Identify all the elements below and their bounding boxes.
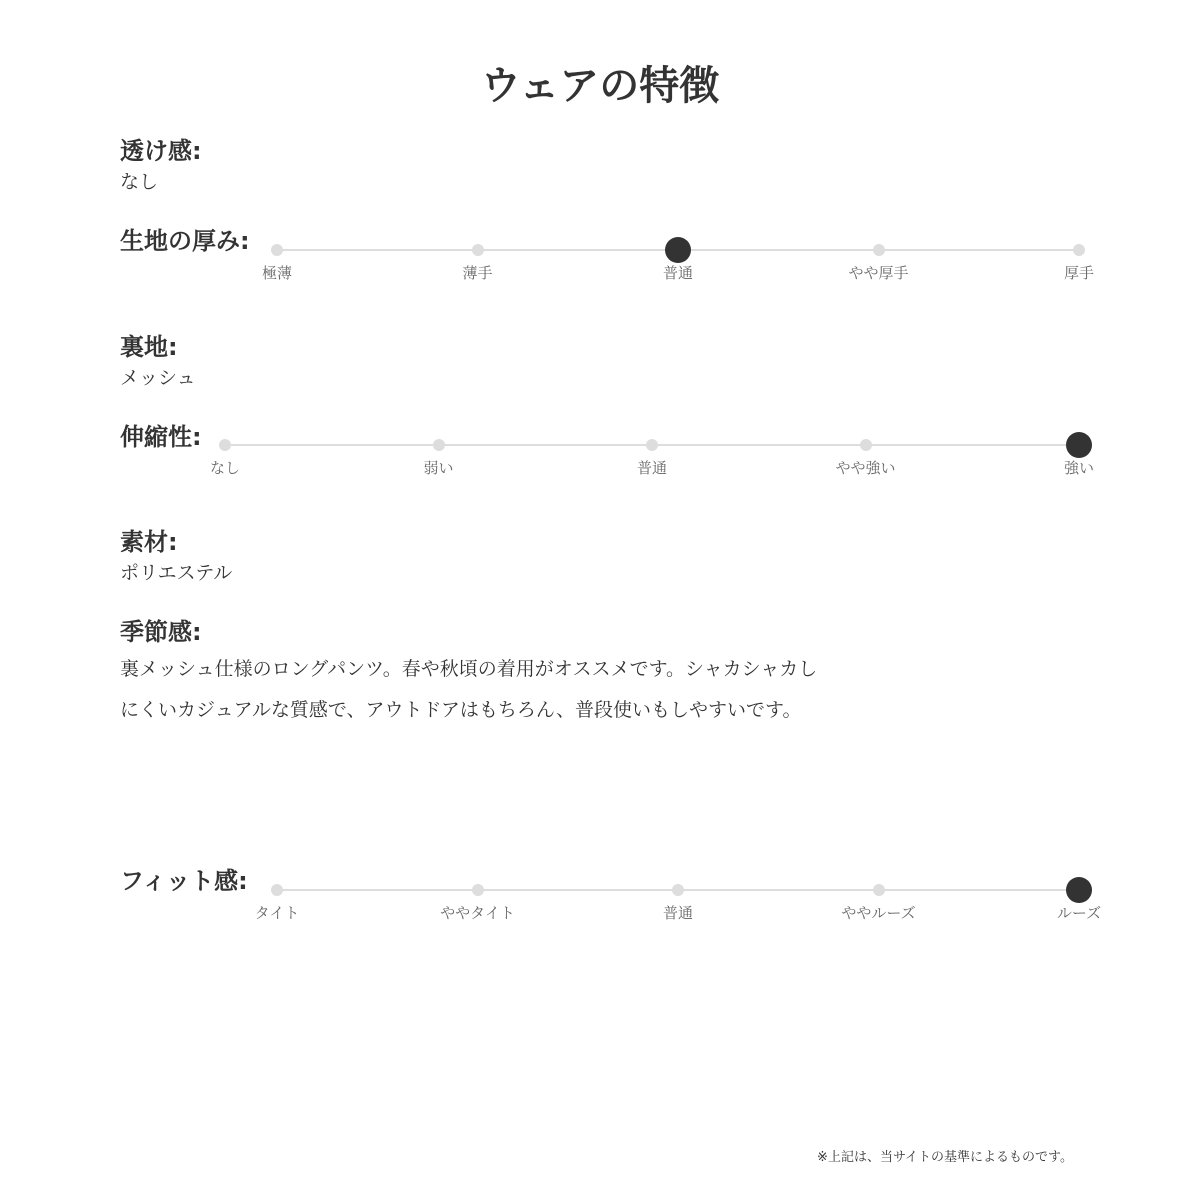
season-label: 季節感: [120,618,202,646]
sheer-value: なし [120,171,159,193]
fit-scale-dot [873,884,885,896]
fit-scale-dot [472,884,484,896]
thickness-scale-dot [873,244,885,256]
thickness-scale-label: 普通 [662,264,693,282]
fit-label: フィット感: [120,867,248,895]
lining-label: 裏地: [120,333,178,361]
stretch-label: 伸縮性: [120,423,202,451]
stretch-scale-dot [860,439,872,451]
fit-scale-label: タイト [254,904,300,922]
stretch-scale [209,437,1094,477]
fit-scale-label: 普通 [662,904,693,922]
stretch-scale-label: 普通 [636,459,667,477]
stretch-scale-label: なし [209,459,240,477]
fit-scale-label: ややタイト [440,904,515,922]
material-label: 素材: [120,528,178,556]
season-description-line: にくいカジュアルな質感で、アウトドアはもちろん、普段使いもしやすいです。 [120,699,802,721]
season-description [120,649,880,731]
thickness-scale-dot [472,244,484,256]
stretch-scale-label: 弱い [423,459,454,477]
page-title: ウェアの特徴 [480,63,720,109]
stretch-selected-dot [1066,432,1092,458]
thickness-label: 生地の厚み: [120,227,250,255]
fit-scale [254,882,1102,922]
thickness-scale-label: やや厚手 [848,264,909,282]
fit-scale-dot [271,884,283,896]
stretch-scale-dot [646,439,658,451]
footnote: ※上記は、当サイトの基準によるものです。 [817,1150,1073,1165]
thickness-scale-label: 厚手 [1063,264,1094,282]
stretch-scale-label: やや強い [835,459,896,477]
fit-selected-dot [1066,877,1092,903]
lining-value: メッシュ [120,367,196,389]
season-description-line: 裏メッシュ仕様のロングパンツ。春や秋頃の着用がオススメです。シャカシャカし [120,658,818,680]
sheer-label: 透け感: [120,137,202,165]
thickness-scale-dot [1073,244,1085,256]
thickness-scale-label: 薄手 [462,264,493,282]
thickness-scale-dot [271,244,283,256]
thickness-scale [261,242,1094,282]
material-value: ポリエステル [120,562,233,584]
fit-scale-label: ルーズ [1056,904,1102,922]
thickness-selected-dot [665,237,691,263]
thickness-scale-label: 極薄 [261,264,292,282]
stretch-scale-dot [433,439,445,451]
fit-scale-dot [672,884,684,896]
stretch-scale-label: 強い [1063,459,1094,477]
stretch-scale-dot [219,439,231,451]
fit-scale-label: ややルーズ [841,904,916,922]
